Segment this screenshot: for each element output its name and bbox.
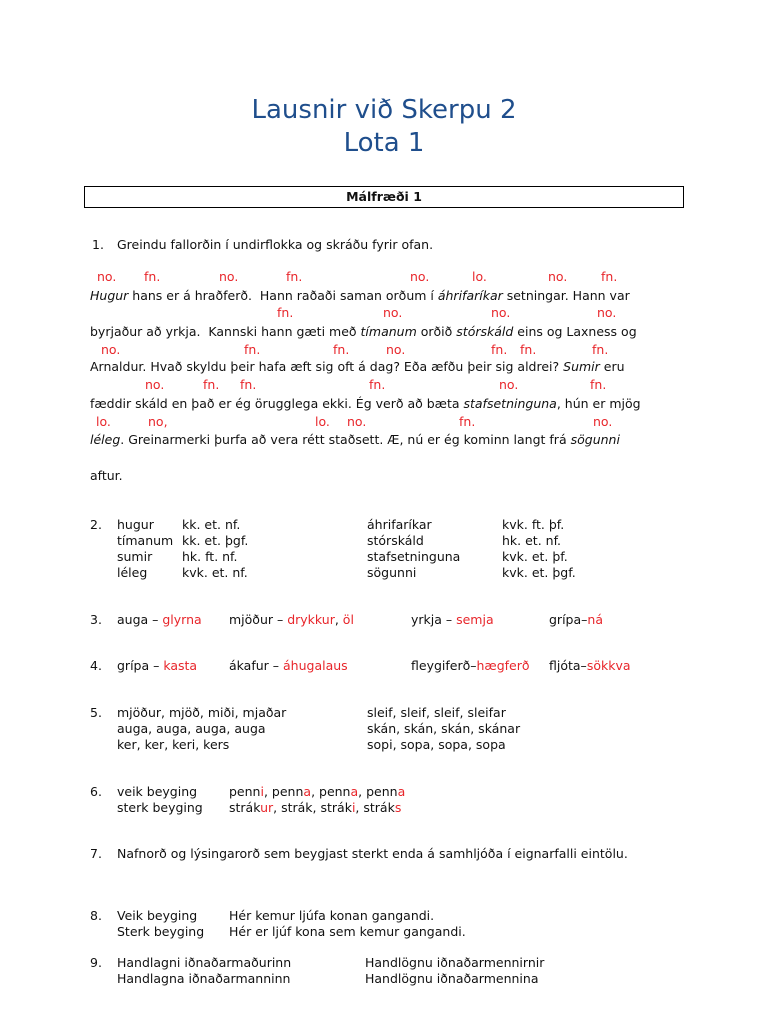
- q4-item: [549, 658, 631, 674]
- q6-ending: a: [350, 784, 359, 799]
- q4-answer: hægferð: [476, 658, 530, 673]
- q3-word: grípa–: [549, 612, 588, 627]
- q9-phrase: Handlagna iðnaðarmanninn: [117, 971, 291, 986]
- q6-number: 6.: [90, 784, 102, 799]
- word-class-label: fn.: [592, 342, 609, 357]
- q4-word: fljóta–: [549, 658, 587, 673]
- q6-ending: a: [303, 784, 312, 799]
- passage-line: [90, 288, 630, 304]
- q4-number: 4.: [90, 658, 102, 673]
- q2-analysis: hk. ft. nf.: [182, 549, 238, 564]
- q2-word: stafsetninguna: [367, 549, 461, 564]
- word-class-label: no.: [386, 342, 406, 357]
- word-class-label: fn.: [333, 342, 350, 357]
- word-class-label: no.: [499, 377, 519, 392]
- q5-declension: sopi, sopa, sopa, sopa: [367, 737, 506, 752]
- passage-text: Arnaldur. Hvað skyldu þeir hafa æft sig oft á dag? Eða æfðu þeir sig aldrei?: [90, 359, 564, 374]
- word-class-label: no,: [148, 414, 168, 429]
- word-class-label: no.: [347, 414, 367, 429]
- q2-word: léleg: [117, 565, 148, 580]
- word-class-label: fn.: [277, 305, 294, 320]
- q6-stem: , strák: [355, 800, 395, 815]
- passage-word: stórskáld: [456, 324, 514, 339]
- passage-word: Sumir: [563, 359, 600, 374]
- q6-ending: i: [260, 784, 264, 799]
- passage-word: stafsetninguna: [463, 396, 557, 411]
- passage-text: orðið: [416, 324, 457, 339]
- q2-analysis: kvk. et. þgf.: [502, 565, 576, 580]
- word-class-label: no.: [145, 377, 165, 392]
- passage-word: léleg: [90, 432, 121, 447]
- word-class-label: no.: [101, 342, 121, 357]
- q7-number: 7.: [90, 846, 102, 861]
- q6-label: sterk beyging: [117, 800, 203, 815]
- passage-text: fæddir skáld en það er ég örugglega ekki. Ég verð að bæta: [90, 396, 464, 411]
- q8-label: Sterk beyging: [117, 924, 205, 939]
- word-class-label: fn.: [286, 269, 303, 284]
- passage-line: [90, 432, 620, 448]
- word-class-label: no.: [593, 414, 613, 429]
- passage-word: tímanum: [360, 324, 417, 339]
- q2-word: stórskáld: [367, 533, 424, 548]
- q4-word: fleygiferð–: [411, 658, 477, 673]
- q3-item: [117, 612, 202, 628]
- q2-word: tímanum: [117, 533, 174, 548]
- word-class-label: fn.: [144, 269, 161, 284]
- q8-sentence: Hér er ljúf kona sem kemur gangandi.: [229, 924, 466, 939]
- word-class-label: fn.: [369, 377, 386, 392]
- q5-declension: auga, auga, auga, auga: [117, 721, 266, 736]
- q5-declension: sleif, sleif, sleif, sleifar: [367, 705, 506, 720]
- page-title: Lausnir við Skerpu 2: [251, 95, 517, 125]
- q3-separator: ,: [334, 612, 343, 627]
- passage-text: . Greinarmerki þurfa að vera rétt staðsett. Æ, nú er ég kominn langt frá: [120, 432, 571, 447]
- q6-ending: a: [397, 784, 406, 799]
- q4-word: ákafur –: [229, 658, 283, 673]
- q6-ending: s: [394, 800, 402, 815]
- word-class-label: fn.: [520, 342, 537, 357]
- q4-answer: sökkva: [586, 658, 631, 673]
- passage-word: sögunni: [570, 432, 620, 447]
- q4-item: [117, 658, 197, 674]
- word-class-label: no.: [491, 305, 511, 320]
- word-class-label: fn.: [590, 377, 607, 392]
- q1-instruction: Greindu fallorðin í undirflokka og skráðu fyrir ofan.: [117, 237, 434, 252]
- word-class-label: fn.: [459, 414, 476, 429]
- word-class-label: fn.: [601, 269, 618, 284]
- passage-text: , hún er mjög: [556, 396, 641, 411]
- page-subtitle: Lota 1: [343, 128, 425, 158]
- q9-phrase: Handlagni iðnaðarmaðurinn: [117, 955, 292, 970]
- word-class-label: lo.: [96, 414, 111, 429]
- q3-answer: drykkur: [287, 612, 335, 627]
- passage-word: Hugur: [90, 288, 129, 303]
- word-class-label: no.: [383, 305, 403, 320]
- word-class-label: fn.: [240, 377, 257, 392]
- q2-analysis: kk. et. nf.: [182, 517, 241, 532]
- word-class-label: no.: [97, 269, 117, 284]
- q2-word: hugur: [117, 517, 154, 532]
- passage-line: aftur.: [90, 468, 123, 483]
- q5-declension: mjöður, mjöð, miði, mjaðar: [117, 705, 287, 720]
- word-class-label: fn.: [491, 342, 508, 357]
- q4-answer: kasta: [163, 658, 198, 673]
- q5-declension: ker, ker, keri, kers: [117, 737, 230, 752]
- passage-line: [90, 324, 637, 340]
- q6-stem: , penn: [311, 784, 351, 799]
- q3-answer: semja: [456, 612, 494, 627]
- word-class-label: fn.: [203, 377, 220, 392]
- passage-line: [90, 396, 641, 412]
- q2-analysis: kk. et. þgf.: [182, 533, 249, 548]
- q3-word: yrkja –: [411, 612, 457, 627]
- q7-answer: Nafnorð og lýsingarorð sem beygjast sterkt enda á samhljóða í eignarfalli eintölu.: [117, 846, 628, 861]
- section-header: Málfræði 1: [84, 186, 684, 208]
- q3-item: [549, 612, 603, 628]
- q6-stem: , strák, strák: [273, 800, 352, 815]
- q2-analysis: kvk. ft. þf.: [502, 517, 565, 532]
- q3-word: auga –: [117, 612, 163, 627]
- q6-ending: i: [351, 800, 356, 815]
- q2-analysis: hk. et. nf.: [502, 533, 562, 548]
- q4-answer: áhugalaus: [283, 658, 348, 673]
- q6-stem: penn: [229, 784, 261, 799]
- q3-item: [411, 612, 494, 628]
- q3-item: [229, 612, 354, 628]
- passage-text: eins og Laxness og: [513, 324, 637, 339]
- q4-item: [229, 658, 348, 674]
- word-class-label: fn.: [244, 342, 261, 357]
- word-class-label: no.: [597, 305, 617, 320]
- passage-text: setningar. Hann var: [502, 288, 630, 303]
- q6-forms: [229, 784, 405, 800]
- q8-number: 8.: [90, 908, 102, 923]
- word-class-label: lo.: [472, 269, 487, 284]
- q6-stem: , penn: [358, 784, 398, 799]
- q2-word: sumir: [117, 549, 153, 564]
- passage-text: byrjaður að yrkja. Kannski hann gæti með: [90, 324, 361, 339]
- word-class-label: no.: [548, 269, 568, 284]
- q6-stem: strák: [229, 800, 261, 815]
- q2-word: sögunni: [367, 565, 417, 580]
- word-class-label: no.: [219, 269, 239, 284]
- q6-forms: [229, 800, 401, 816]
- q1-number: 1.: [92, 237, 104, 252]
- q6-label: veik beyging: [117, 784, 198, 799]
- q3-number: 3.: [90, 612, 102, 627]
- q2-analysis: kvk. et. þf.: [502, 549, 568, 564]
- q3-word: mjöður –: [229, 612, 288, 627]
- q6-ending: ur: [260, 800, 274, 815]
- passage-text: hans er á hraðferð. Hann raðaði saman orðum í: [128, 288, 438, 303]
- q3-answer: ná: [587, 612, 603, 627]
- q4-item: [411, 658, 530, 674]
- q5-declension: skán, skán, skán, skánar: [367, 721, 521, 736]
- q9-phrase: Handlögnu iðnaðarmennina: [365, 971, 539, 986]
- passage-text: eru: [599, 359, 625, 374]
- q9-phrase: Handlögnu iðnaðarmennirnir: [365, 955, 545, 970]
- q8-sentence: Hér kemur ljúfa konan gangandi.: [229, 908, 435, 923]
- q2-analysis: kvk. et. nf.: [182, 565, 248, 580]
- q2-number: 2.: [90, 517, 102, 532]
- passage-word: áhrifaríkar: [437, 288, 503, 303]
- q3-answer: glyrna: [162, 612, 202, 627]
- word-class-label: lo.: [315, 414, 330, 429]
- word-class-label: no.: [410, 269, 430, 284]
- q8-label: Veik beyging: [117, 908, 198, 923]
- q9-number: 9.: [90, 955, 102, 970]
- q6-stem: , penn: [263, 784, 304, 799]
- q3-answer: öl: [342, 612, 354, 627]
- q5-number: 5.: [90, 705, 102, 720]
- passage-line: [90, 359, 625, 375]
- q2-word: áhrifaríkar: [367, 517, 432, 532]
- q4-word: grípa –: [117, 658, 164, 673]
